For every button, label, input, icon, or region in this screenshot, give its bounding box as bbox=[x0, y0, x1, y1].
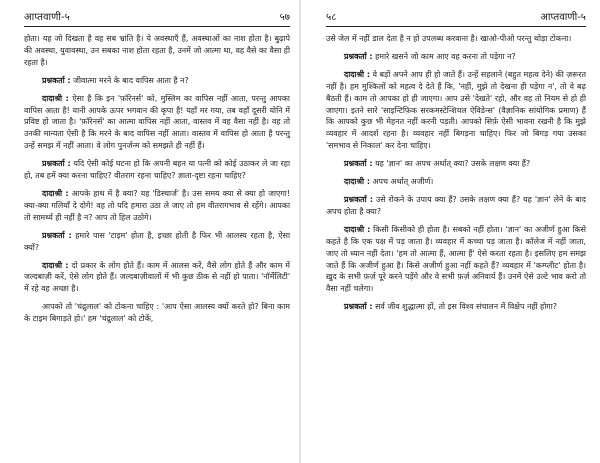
paragraph bbox=[326, 194, 586, 218]
right-page bbox=[300, 0, 600, 463]
right-running-title: आप्तवाणी-५ bbox=[540, 12, 586, 23]
paragraph-text: आपके हाथ में है क्या? यह 'डिस्चार्ज' है। उस समय क्या से क्या हो जाएगा! क्या-क्या गलियाँ दे दोगे! वह तो यदि हमारा उठा ले जाए तो हम वीतरागभाव से रहेंगे। आपका तो सामर्थ्य ही नहीं है न? आप तो हिल उठोगे। bbox=[24, 188, 290, 222]
speaker-label: दादाश्री : bbox=[42, 260, 69, 270]
paragraph bbox=[24, 188, 290, 224]
paragraph bbox=[24, 33, 290, 69]
paragraph bbox=[24, 75, 290, 87]
paragraph-text: आपको तो 'चंद्रुलाल' को टोकना चाहिए : 'आप ऐसा आलस्य क्यों करते हो? बिना काम के टाइम बिगाड़ते हो।' हम 'चंद्रुलाल' को टोकें, bbox=[24, 302, 290, 324]
paragraph bbox=[326, 158, 586, 170]
speaker-label: दादाश्री : bbox=[344, 224, 371, 234]
paragraph-text: उसे रोकने के उपाय क्या हैं? उसके लक्षण क्या हैं? यह 'ज्ञान' लेने के बाद अपच होता है क्या? bbox=[326, 194, 586, 216]
left-body bbox=[24, 33, 290, 325]
paragraph-text: दो प्रकार के लोग होते हैं। काम में आलस करें, वैसे लोग होते हैं और काम में जल्दबाज़ी करें, ऐसे लोग होते हैं। जल्दबाज़ीवालों में भी कुछ ठीक से नहीं हो पाता। 'नॉर्मेलिटी' में रहे वह अच्छा है। bbox=[24, 260, 290, 294]
paragraph bbox=[326, 224, 586, 295]
paragraph bbox=[326, 33, 586, 45]
paragraph bbox=[24, 93, 290, 153]
speaker-label: प्रश्नकर्ता : bbox=[42, 230, 72, 240]
paragraph-text: सर्व जीव शुद्धात्मा हों, तो इस विश्व संचालन में विक्षेप नहीं होगा? bbox=[372, 302, 557, 312]
paragraph-text: वे बड़ों अपने आप ही हो जाते हैं। उन्हें सहलाने (बहुत महत्व देने) की ज़रूरत नहीं है। हम मुश्किलों को महत्व दे देते हैं कि, 'नहीं, मुझे तो देखना ही पड़ेगा न', तो वे बढ़ बैठती हैं। काम तो आपका हो ही जाएगा। आप उसे 'देखते' रहो, और वह तो नियम से हो ही जाएगा। इतने सारे 'साइन्टिफ़िक सरकमस्टेन्शियल ऐविडेन्स' (वैज्ञानिक सांयोगिक प्रमाण) हैं कि आपको कुछ भी मेहनत नहीं करनी पड़ती। आपको सिर्फ़ ऐसी भावना रखनी है कि मुझे व्यवहार में आदर्श रहना है। व्यवहार नहीं बिगड़ना चाहिए। फिर जो बिगड़ गया उसका 'समभाव से निकाल' कर देना चाहिए। bbox=[326, 69, 586, 151]
speaker-label: प्रश्नकर्ता : bbox=[344, 159, 373, 169]
paragraph-text: अपच अर्थात् अजीर्ण। bbox=[370, 177, 434, 187]
paragraph-text: होता। यह जो दिखता है वह सब भ्रांति है। ये अवस्थाएँ हैं, अवस्थाओं का नाश होता है। बुढ़ापे की अवस्था, युवावस्था, उन सबका नाश होता रहता है, उनमें जो आत्मा था, वह वैसे का वैसा ही रहता है। bbox=[24, 34, 290, 67]
paragraph-text: हमारे पास 'टाइम' होता है, इच्छा होती है फिर भी आलस्य रहता है, ऐसा क्यों? bbox=[24, 230, 290, 252]
paragraph-text: उसे जेल में नहीं डाल देता है न हो उपलब्ध करवाना है। खाओ-पीओ परन्तु थोड़ा टोकना। bbox=[326, 34, 572, 43]
right-page-header bbox=[326, 12, 586, 27]
left-page-header bbox=[24, 12, 290, 27]
paragraph bbox=[326, 176, 586, 188]
speaker-label: दादाश्री : bbox=[42, 188, 69, 198]
paragraph-text: हमारे खसने जो काम आए वह करना तो पड़ेगा न? bbox=[372, 51, 516, 61]
left-running-title: आप्तवाणी-५ bbox=[24, 12, 70, 23]
paragraph-text: यह 'ज्ञान' का अपच अर्थात् क्या? उसके लक्षण क्या हैं? bbox=[372, 159, 531, 169]
speaker-label: प्रश्नकर्ता : bbox=[344, 51, 373, 61]
paragraph-text: जीवात्मा मरने के बाद वापिस आता है न? bbox=[70, 75, 189, 85]
paragraph bbox=[326, 301, 586, 313]
speaker-label: प्रश्नकर्ता : bbox=[344, 194, 374, 204]
right-body bbox=[326, 33, 586, 313]
paragraph bbox=[326, 51, 586, 63]
speaker-label: दादाश्री : bbox=[344, 177, 371, 187]
paragraph-text: किसी किसीको ही होता है। सबको नहीं होता। 'ज्ञान' का अजीर्ण हुआ किसे कहते है कि एक पक्ष में पड़ जाता है। व्यवहार में कच्चा पड़ जाता है। कॉलेज में नहीं जाता, जाए तो ध्यान नहीं देता। 'हम तो आत्मा हैं, आत्मा हैं' ऐसे करता रहता है। इसलिए हम समझ जाते हैं कि अजीर्ण हुआ है। किसे अजीर्ण हुआ नहीं कहते हैं? व्यवहार में 'कम्प्लीट' होता है। ख़ुद के सभी फ़र्ज़ पूरे करने पड़ेंगे और वे सभी फ़र्ज़ अनिवार्य हैं। उनमें ऐसे उल्टे भाव करो तो वैसा नहीं चलेगा। bbox=[326, 224, 586, 294]
speaker-label: प्रश्नकर्ता : bbox=[42, 75, 71, 85]
speaker-label: दादाश्री : bbox=[42, 93, 69, 103]
paragraph bbox=[24, 301, 290, 325]
paragraph-text: ऐसा है कि इन 'फ़ॉरेनर्स' को, मुस्लिम का वापिस नहीं आता, परन्तु आपका वापिस आता है! यानी आपके ऊपर भगवान की कृपा है! यहाँ मर गया, तब वहाँ दूसरी योनि में प्रविष्ट हो जाता है। 'फ़ॉरेनर्स' का आत्मा वापिस नहीं आता, वास्तव में वह वैसा नहीं है। वह तो उनकी मान्यता ऐसी है कि मरने के बाद वापिस नहीं आता। वास्तव में वापिस हो आता है परन्तु उन्हें समझ में नहीं आता। वे लोग पुनर्जन्म को समझते ही नहीं हैं। bbox=[24, 93, 290, 151]
paragraph-text: यदि ऐसी कोई घटना हो कि अपनी बहन या पत्नी को कोई उठाकर ले जा रहा हो, तब हमें क्या करना चाहिए? वीतराग रहना चाहिए? ज्ञाता-दृष्टा रहना चाहिए? bbox=[24, 159, 290, 181]
right-page-number: ५८ bbox=[326, 12, 337, 23]
left-page-number: ५७ bbox=[279, 12, 290, 23]
paragraph bbox=[24, 230, 290, 254]
speaker-label: प्रश्नकर्ता : bbox=[42, 159, 71, 169]
speaker-label: प्रश्नकर्ता : bbox=[344, 302, 373, 312]
paragraph bbox=[326, 69, 586, 152]
paragraph bbox=[24, 158, 290, 182]
speaker-label: दादाश्री : bbox=[344, 69, 371, 79]
paragraph bbox=[24, 260, 290, 296]
